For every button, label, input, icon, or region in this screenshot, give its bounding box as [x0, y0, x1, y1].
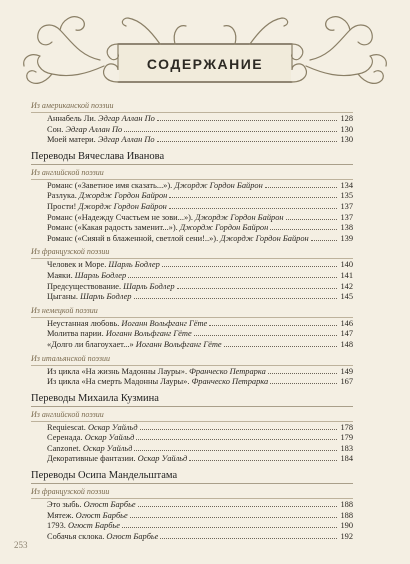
- toc-entry[interactable]: [31, 191, 353, 202]
- entry-title: Молитва парии.: [47, 329, 106, 339]
- entry-page: 192: [340, 531, 353, 541]
- toc-entry[interactable]: [31, 223, 353, 234]
- entry-author: Оскар Уайльд: [137, 454, 188, 464]
- entry-text: [47, 202, 167, 213]
- entry-text: [47, 423, 138, 434]
- toc-entry[interactable]: [31, 433, 353, 444]
- entry-text: [47, 521, 120, 532]
- entry-text: [47, 444, 132, 455]
- entry-text: [47, 282, 175, 293]
- leader-dots: [134, 298, 338, 299]
- entry-text: [47, 234, 309, 245]
- entry-page: 130: [340, 124, 353, 134]
- leader-dots: [140, 429, 337, 430]
- entry-page: 128: [340, 114, 353, 123]
- entry-text: [47, 191, 167, 202]
- entry-text: [47, 125, 122, 136]
- toc-entry[interactable]: [31, 511, 353, 522]
- entry-author: Огюст Барбье: [75, 510, 128, 520]
- toc-entry[interactable]: [31, 444, 353, 455]
- entry-page: 135: [340, 191, 353, 201]
- entry-page: 142: [340, 281, 353, 291]
- leader-dots: [169, 197, 337, 198]
- entry-title: Предсуществование.: [47, 281, 124, 291]
- entry-title: Requiescat.: [47, 422, 88, 432]
- group-origin: Из английской поэзии: [31, 409, 104, 419]
- toc-entry[interactable]: [31, 114, 353, 125]
- entry-page: 184: [340, 454, 353, 464]
- group-origin: Из английской поэзии: [31, 167, 104, 177]
- toc-entry[interactable]: [31, 181, 353, 192]
- entry-title: Маяки.: [47, 270, 75, 280]
- entry-title: Аннабель Ли.: [47, 114, 99, 123]
- leader-dots: [268, 373, 337, 374]
- entry-text: [47, 223, 268, 234]
- entry-author: Шарль Бодлер: [108, 260, 160, 270]
- entry-title: Романс («Сиянй в блаженной, светлой сени!..»).: [47, 233, 221, 243]
- entry-author: Джордж Гордон Байрон: [78, 191, 168, 201]
- entry-author: Иоганн Вольфганг Гёте: [121, 318, 208, 328]
- page-number: 253: [14, 540, 28, 550]
- group-origin: Из немецкой поэзии: [31, 305, 98, 315]
- toc-group: [31, 247, 353, 302]
- entry-text: [47, 367, 266, 378]
- toc-group: [31, 487, 353, 542]
- entry-title: Прости!: [47, 201, 79, 211]
- origin-divider: [31, 498, 353, 499]
- entry-author: Эдгар Аллан По: [97, 135, 155, 145]
- entry-author: Шарль Бодлер: [74, 270, 127, 280]
- toc-entry[interactable]: [31, 377, 353, 388]
- entry-author: Иоганн Вольфганг Гёте: [135, 339, 222, 349]
- entry-page: 145: [340, 292, 353, 302]
- entry-page: 130: [340, 135, 353, 145]
- origin-divider: [31, 112, 353, 113]
- toc-entry[interactable]: [31, 271, 353, 282]
- toc-entry[interactable]: [31, 234, 353, 245]
- leader-dots: [270, 383, 337, 384]
- entry-title: Это зыбь.: [47, 500, 84, 510]
- entry-author: Джордж Гордон Байрон: [179, 223, 269, 233]
- entry-page: 146: [340, 318, 353, 328]
- entry-page: 149: [340, 366, 353, 376]
- group-origin: Из французской поэзии: [31, 487, 110, 497]
- leader-dots: [286, 219, 337, 220]
- entry-title: Моей матери.: [47, 135, 98, 145]
- entry-text: [47, 340, 222, 351]
- entry-title: «Долго ли благоухает...»: [47, 339, 136, 349]
- entry-text: [47, 181, 263, 192]
- entry-page: 188: [340, 500, 353, 510]
- entry-page: 190: [340, 521, 353, 531]
- leader-dots: [128, 277, 337, 278]
- entry-author: Шарль Бодлер: [123, 281, 175, 291]
- entry-title: Разлука.: [47, 191, 79, 201]
- entry-author: Франческо Петрарка: [191, 377, 269, 387]
- entry-author: Оскар Уайльд: [87, 422, 138, 432]
- entry-page: 138: [340, 223, 353, 233]
- entry-title: Неустанная любовь.: [47, 318, 122, 328]
- entry-author: Оскар Уайльд: [84, 433, 135, 443]
- leader-dots: [177, 288, 337, 289]
- leader-dots: [138, 506, 337, 507]
- entry-text: [47, 532, 158, 543]
- leader-dots: [136, 439, 337, 440]
- entry-page: 134: [340, 180, 353, 190]
- leader-dots: [169, 208, 337, 209]
- leader-dots: [189, 460, 337, 461]
- toc-entry[interactable]: [31, 423, 353, 434]
- entry-title: Мятеж.: [47, 510, 76, 520]
- entry-page: 178: [340, 422, 353, 432]
- entry-author: Оскар Уайльд: [82, 443, 133, 453]
- origin-divider: [31, 179, 353, 180]
- entry-title: Серенада.: [47, 433, 85, 443]
- group-origin: Из итальянской поэзии: [31, 353, 111, 363]
- leader-dots: [122, 527, 337, 528]
- group-origin: Из американской поэзии: [31, 101, 114, 110]
- table-of-contents: [31, 98, 353, 543]
- entry-author: Франческо Петрарка: [189, 366, 266, 376]
- leader-dots: [265, 187, 337, 188]
- entry-page: 167: [340, 377, 353, 387]
- entry-author: Джордж Гордон Байрон: [78, 201, 167, 211]
- entry-author: Шарль Бодлер: [80, 292, 132, 302]
- entry-text: [47, 433, 134, 444]
- entry-author: Эдгар Аллан По: [98, 114, 155, 123]
- toc-entry[interactable]: [31, 125, 353, 136]
- toc-entry[interactable]: [31, 260, 353, 271]
- toc-entry[interactable]: [31, 213, 353, 224]
- toc-group: [31, 168, 353, 245]
- leader-dots: [160, 538, 337, 539]
- leader-dots: [157, 141, 337, 142]
- entry-page: 148: [340, 339, 353, 349]
- group-origin: Из французской поэзии: [31, 247, 110, 257]
- toc-group: [31, 410, 353, 465]
- toc-entry[interactable]: [31, 292, 353, 303]
- leader-dots: [194, 335, 337, 336]
- leader-dots: [209, 325, 337, 326]
- toc-entry[interactable]: [31, 367, 353, 378]
- entry-title: Сон.: [47, 124, 66, 134]
- toc-group: [31, 306, 353, 351]
- section-title: Переводы Вячеслава Иванова: [31, 151, 353, 165]
- entry-author: Огюст Барбье: [106, 531, 159, 541]
- entry-text: [47, 377, 268, 388]
- entry-title: Романс («Заветное имя сказать...»).: [47, 180, 175, 190]
- entry-author: Огюст Барбье: [67, 521, 120, 531]
- origin-divider: [31, 421, 353, 422]
- leader-dots: [270, 229, 337, 230]
- entry-page: 137: [340, 212, 353, 222]
- entry-page: 139: [340, 233, 353, 243]
- toc-entry[interactable]: [31, 454, 353, 465]
- entry-text: [47, 271, 126, 282]
- entry-author: Джордж Гордон Байрон: [174, 180, 263, 190]
- entry-page: 147: [340, 329, 353, 339]
- page-title: СОДЕРЖАНИЕ: [146, 56, 264, 72]
- entry-title: Романс («Какая радость заменит...»).: [47, 223, 180, 233]
- entry-author: Огюст Барбье: [83, 500, 136, 510]
- header-scroll-ornament: [0, 0, 410, 96]
- entry-page: 183: [340, 443, 353, 453]
- entry-text: [47, 511, 128, 522]
- toc-entry[interactable]: [31, 319, 353, 330]
- leader-dots: [134, 450, 337, 451]
- entry-page: 188: [340, 510, 353, 520]
- entry-page: 140: [340, 260, 353, 270]
- entry-title: Декоративные фантазии.: [47, 454, 138, 464]
- toc-entry[interactable]: [31, 532, 353, 543]
- leader-dots: [157, 120, 337, 121]
- entry-text: [47, 454, 187, 465]
- entry-author: Джордж Гордон Байрон: [220, 233, 309, 243]
- entry-title: Романс («Надежду Счастьем не зови...»).: [47, 212, 196, 222]
- toc-entry[interactable]: [31, 282, 353, 293]
- entry-text: [47, 114, 155, 125]
- entry-title: Собачья склока.: [47, 531, 107, 541]
- entry-text: [47, 213, 284, 224]
- entry-author: Иоганн Вольфганг Гёте: [105, 329, 192, 339]
- entry-title: Из цикла «На жизнь Мадонны Лауры».: [47, 366, 190, 376]
- leader-dots: [124, 131, 337, 132]
- entry-title: Цыганы.: [47, 292, 81, 302]
- leader-dots: [130, 517, 337, 518]
- entry-text: [47, 135, 155, 146]
- entry-author: Джордж Гордон Байрон: [195, 212, 284, 222]
- entry-title: Человек и Море.: [47, 260, 109, 270]
- toc-entry[interactable]: [31, 135, 353, 146]
- entry-text: [47, 500, 136, 511]
- section-title: Переводы Михаила Кузмина: [31, 393, 353, 407]
- toc-entry[interactable]: [31, 521, 353, 532]
- entry-page: 137: [340, 201, 353, 211]
- entry-page: 179: [340, 433, 353, 443]
- toc-entry[interactable]: [31, 329, 353, 340]
- leader-dots: [311, 240, 337, 241]
- entry-page: 141: [340, 270, 353, 280]
- toc-group: [31, 354, 353, 388]
- leader-dots: [224, 346, 337, 347]
- entry-text: [47, 292, 132, 303]
- toc-entry[interactable]: [31, 202, 353, 213]
- entry-author: Эдгар Аллан По: [65, 124, 123, 134]
- origin-divider: [31, 258, 353, 259]
- entry-text: [47, 260, 160, 271]
- entry-title: Из цикла «На смерть Мадонны Лауры».: [47, 377, 192, 387]
- entry-text: [47, 319, 207, 330]
- entry-text: [47, 329, 192, 340]
- toc-entry[interactable]: [31, 500, 353, 511]
- entry-title: Canzonet.: [47, 443, 83, 453]
- entry-title: 1793.: [47, 521, 68, 531]
- origin-divider: [31, 365, 353, 366]
- origin-divider: [31, 317, 353, 318]
- section-title: Переводы Осипа Мандельштама: [31, 470, 353, 484]
- toc-group: [31, 101, 353, 146]
- leader-dots: [162, 266, 337, 267]
- toc-entry[interactable]: [31, 340, 353, 351]
